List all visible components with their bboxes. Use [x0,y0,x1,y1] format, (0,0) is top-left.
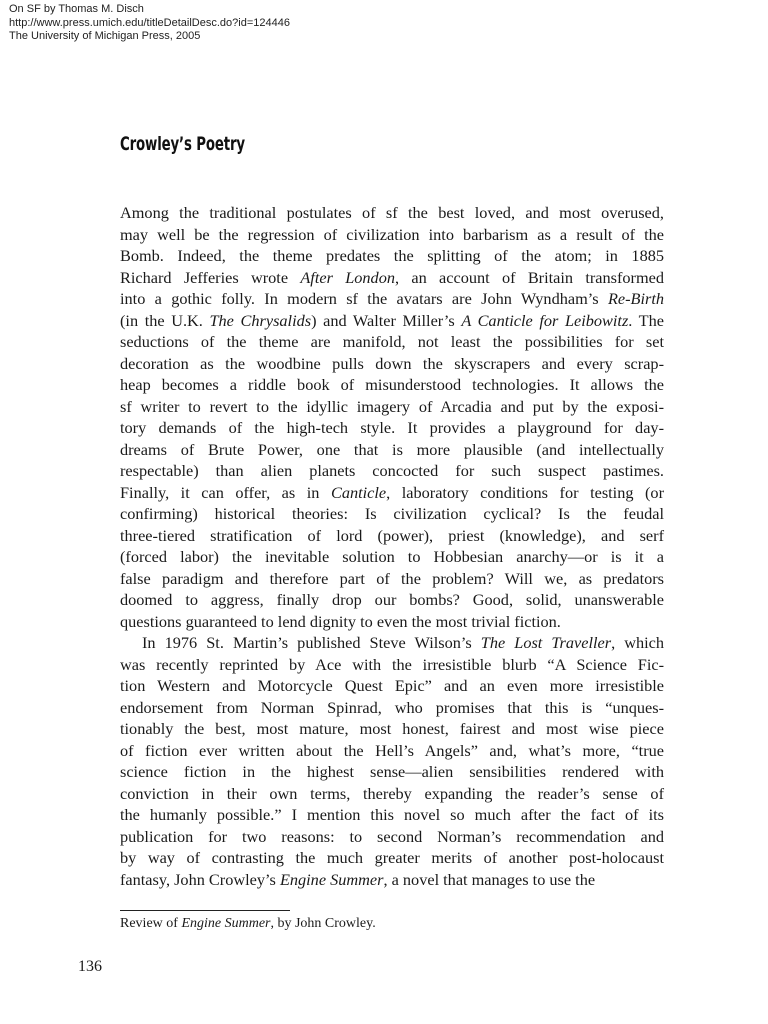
text-line: endorsement from Norman Spinrad, who promises that this is “unques- [120,697,664,717]
header-book-title: On SF by Thomas M. Disch [9,3,144,15]
text-line: confirming) historical theories: Is civilization cyclical? Is the feudal [120,504,664,523]
text-line: science fiction in the highest sense—alien sensibilities rendered with [120,762,664,781]
footnote-rule [120,910,290,911]
text-line: three-tiered stratification of lord (power), priest (knowledge), and serf [120,525,664,545]
source-header [9,3,290,44]
text-line: In 1976 St. Martin’s published Steve Wilson’s The Lost Traveller, which [142,633,664,652]
text-line: publication for two reasons: to second Norman’s recommendation and [120,826,664,846]
text-line: tion Western and Motorcycle Quest Epic” and an even more irresistible [120,676,664,695]
text-line: may well be the regression of civilization into barbarism as a result of the [120,224,664,244]
text-line: into a gothic folly. In modern sf the avatars are John Wyndham’s Re-Birth [120,289,664,308]
page-number: 136 [78,958,102,975]
text-line: decoration as the woodbine pulls down the skyscrapers and every scrap- [120,353,664,373]
text-line: was recently reprinted by Ace with the irresistible blurb “A Science Fic- [120,654,664,674]
body-text [120,202,664,890]
header-publisher: The University of Michigan Press, 2005 [9,30,201,42]
chapter-title: Crowley’s Poetry [120,133,245,155]
header-url[interactable]: http://www.press.umich.edu/titleDetailDesc.do?id=124446 [9,16,290,29]
text-line: the humanly possible.” I mention this novel so much after the fact of its [120,805,664,824]
text-line: heap becomes a riddle book of misunderstood technologies. It allows the [120,375,664,394]
text-line: tionably the best, most mature, most honest, fairest and most wise piece [120,719,664,738]
text-line: questions guaranteed to lend dignity to even the most trivial fiction. [120,611,561,631]
text-line: conviction in their own terms, thereby expanding the reader’s sense of [120,783,664,803]
text-line: Finally, it can offer, as in Canticle, laboratory conditions for testing (or [120,482,664,502]
text-line: sf writer to revert to the idyllic imagery of Arcadia and put by the exposi- [120,396,664,416]
text-line: tory demands of the high-tech style. It provides a playground for day- [120,418,664,437]
text-line: seductions of the theme are manifold, not least the possibilities for set [120,332,664,351]
text-line: Among the traditional postulates of sf the best loved, and most overused, [120,203,664,222]
text-line: of fiction ever written about the Hell’s Angels” and, what’s more, “true [120,740,664,760]
text-line: Richard Jefferies wrote After London, an account of Britain transformed [120,267,664,287]
text-line: dreams of Brute Power, one that is more plausible (and intellectually [120,439,664,459]
text-line: false paradigm and therefore part of the problem? Will we, as predators [120,568,664,588]
text-line: doomed to aggress, finally drop our bombs? Good, solid, unanswerable [120,590,664,609]
text-line: Bomb. Indeed, the theme predates the splitting of the atom; in 1885 [120,246,664,265]
text-line: respectable) than alien planets concocted for such suspect pastimes. [120,461,664,480]
text-line: (in the U.K. The Chrysalids) and Walter Miller’s A Canticle for Leibowitz. The [120,310,664,330]
footnote: Review of Engine Summer, by John Crowley. [120,916,376,931]
text-line: by way of contrasting the much greater merits of another post-holocaust [120,848,664,867]
text-line: fantasy, John Crowley’s Engine Summer, a novel that manages to use the [120,869,596,889]
text-line: (forced labor) the inevitable solution to Hobbesian anarchy—or is it a [120,547,664,566]
